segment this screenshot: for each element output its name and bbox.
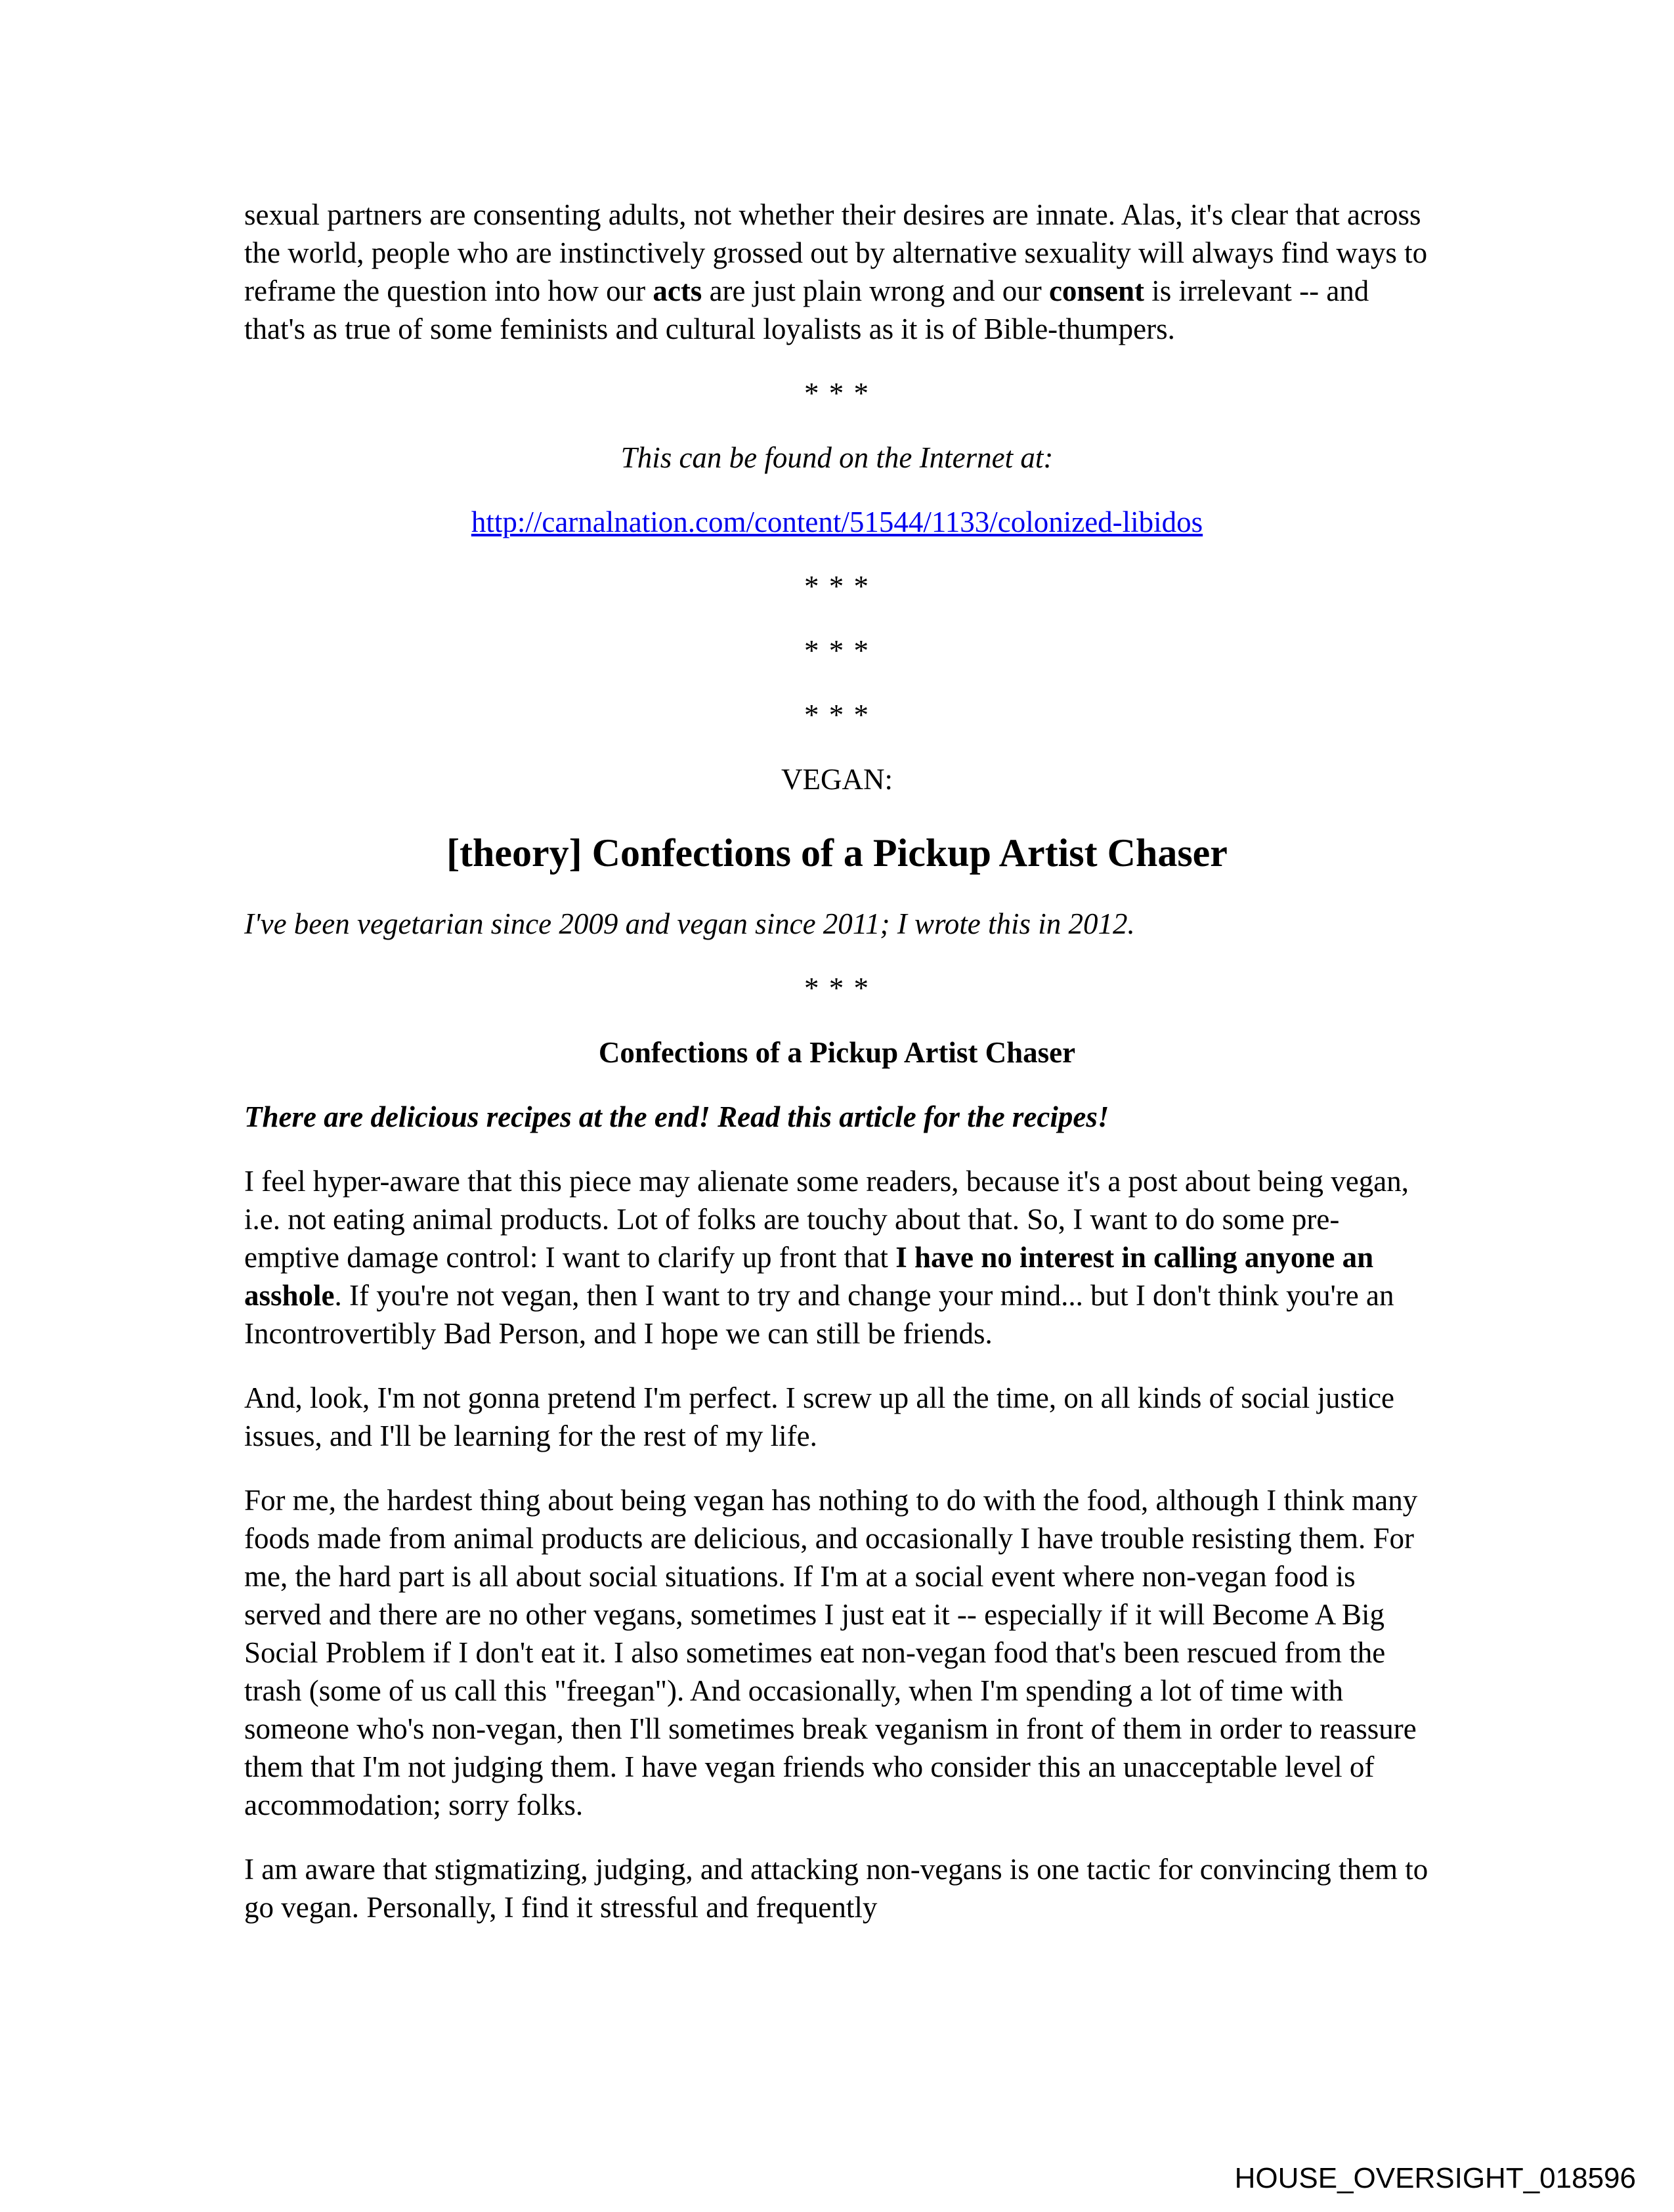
bold-text-consent: consent <box>1048 274 1144 307</box>
byline-note: I've been vegetarian since 2009 and vegan since 2011; I wrote this in 2012. <box>244 907 1135 940</box>
paragraph-stigmatizing: I am aware that stigmatizing, judging, and attacking non-vegans is one tactic for convincing them to go vegan. Personally, I find it stressful and frequently <box>244 1853 1428 1924</box>
article-title: [theory] Confections of a Pickup Artist Chaser <box>446 831 1228 875</box>
section-label-vegan: VEGAN: <box>781 763 893 796</box>
text-segment: are just plain wrong and our <box>702 274 1049 307</box>
document-content <box>244 196 1430 1953</box>
paragraph-social-situations: For me, the hardest thing about being vegan has nothing to do with the food, although I think many foods made from animal products are delicious, and occasionally I have trouble resisting them. For me, the hard part is all about social situations. If I'm at a social event where non-vegan food is served and there are no other vegans, sometimes I just eat it -- especially if it will Become A Big Social Problem if I don't eat it. I also sometimes eat non-vegan food that's been rescued from the trash (some of us call this "freegan"). And occasionally, when I'm spending a lot of time with someone who's non-vegan, then I'll sometimes break veganism in front of them in order to reassure them that I'm not judging them. I have vegan friends who consider this an unacceptable level of accommodation; sorry folks. <box>244 1484 1418 1821</box>
bold-text-no-interest: I have no interest in calling anyone an asshole <box>244 1241 1374 1312</box>
text-segment: I feel hyper-aware that this piece may alienate some readers, because it's a post about being vegan, i.e. not eating animal products. Lot of folks are touchy about that. So, I want to do some pre-emptive damage control: I want to clarify up front that <box>244 1165 1409 1274</box>
article-link[interactable]: http://carnalnation.com/content/51544/1133/colonized-libidos <box>471 506 1203 538</box>
section-separator: * * * <box>804 699 870 731</box>
paragraph-damage-control <box>244 1162 1430 1353</box>
section-separator: * * * <box>804 570 870 603</box>
paragraph-not-perfect: And, look, I'm not gonna pretend I'm perfect. I screw up all the time, on all kinds of social justice issues, and I'll be learning for the rest of my life. <box>244 1381 1395 1452</box>
text-segment: is irrelevant -- and that's as true of some feminists and cultural loyalists as it is of Bible-thumpers. <box>244 274 1369 345</box>
internet-note: This can be found on the Internet at: <box>620 441 1054 474</box>
article-subtitle: Confections of a Pickup Artist Chaser <box>598 1036 1076 1069</box>
section-separator: * * * <box>804 377 870 410</box>
section-separator: * * * <box>804 972 870 1005</box>
bold-text-acts: acts <box>653 274 702 307</box>
link-line <box>244 503 1430 541</box>
section-separator: * * * <box>804 634 870 667</box>
bates-number: HOUSE_OVERSIGHT_018596 <box>1234 2162 1636 2194</box>
recipes-teaser: There are delicious recipes at the end! Read this article for the recipes! <box>244 1100 1109 1133</box>
text-segment: . If you're not vegan, then I want to try and change your mind... but I don't think you're an Incontrovertibly Bad Person, and I hope we can still be friends. <box>244 1279 1394 1350</box>
text-segment: sexual partners are consenting adults, not whether their desires are innate. Alas, it's clear that across the world, people who are instinctively grossed out by alternative sexuality will always find ways to reframe the question into how our <box>244 198 1428 307</box>
paragraph-consent <box>244 196 1430 348</box>
